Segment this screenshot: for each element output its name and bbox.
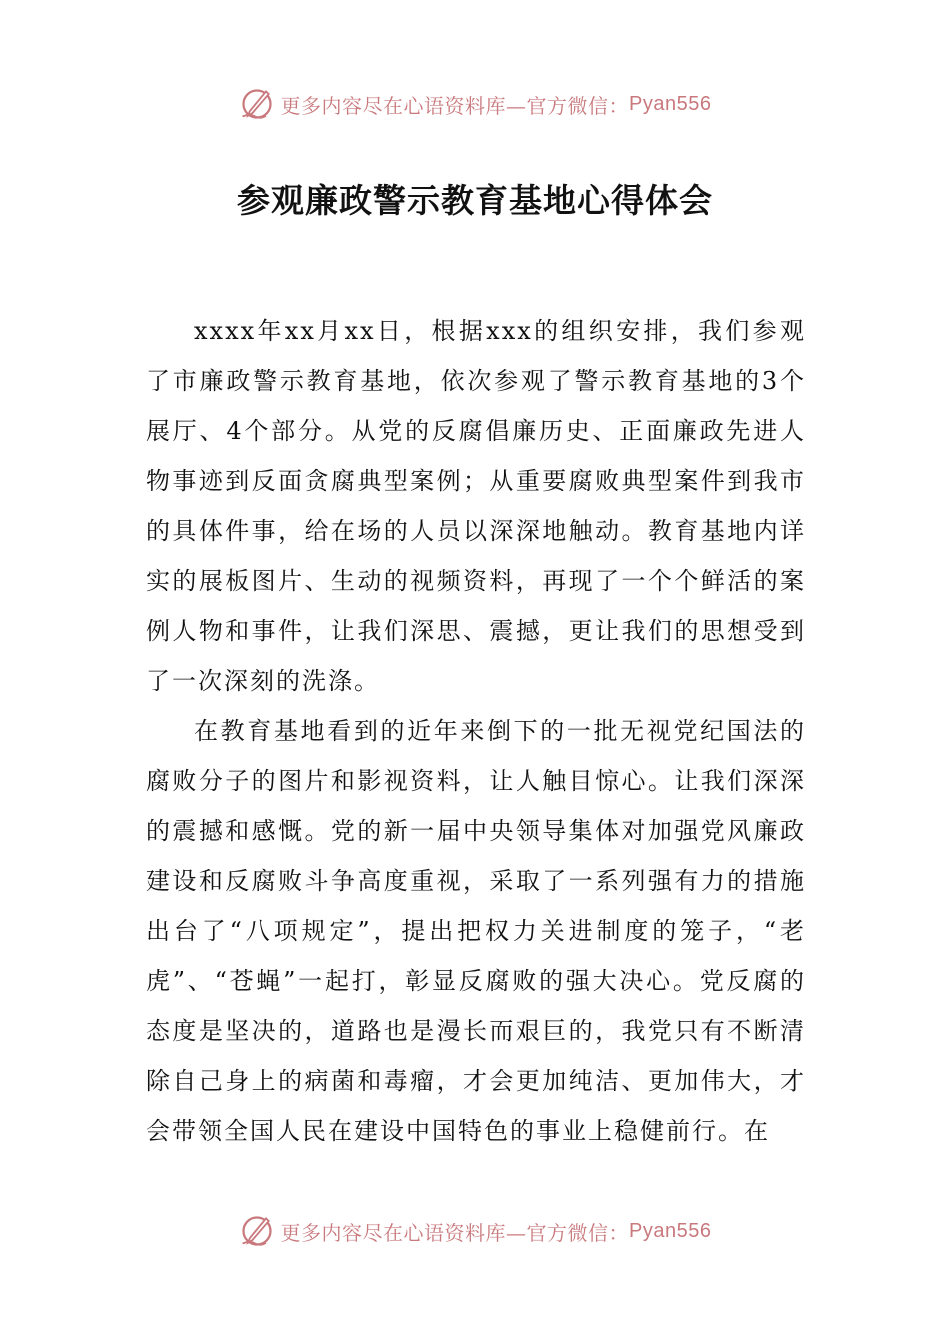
paragraph-1: xxxx年xx月xx日，根据xxx的组织安排，我们参观了市廉政警示教育基地，依次参观了警示教育基地的3个展厅、4个部分。从党的反腐倡廉历史、正面廉政先进人物事迹到反面贪腐典型案例；从重要腐败典型案件到我市的具体件事，给在场的人员以深深地触动。教育基地内详实的展板图片、生动的视频资料，再现了一个个鲜活的案例人物和事件，让我们深思、震撼，更让我们的思想受到了一次深刻的洗涤。 — [146, 317, 806, 695]
footer-watermark-banner — [0, 1211, 950, 1251]
banner-wechat-id: Pyan556 — [629, 92, 712, 115]
document-title: 参观廉政警示教育基地心得体会 — [237, 181, 713, 220]
banner-text: 更多内容尽在心语资料库—官方微信： — [280, 1220, 630, 1245]
banner-wechat-id: Pyan556 — [629, 1219, 712, 1242]
banner-text: 更多内容尽在心语资料库—官方微信： — [280, 93, 630, 118]
paragraph-2: 在教育基地看到的近年来倒下的一批无视党纪国法的腐败分子的图片和影视资料，让人触目惊心。让我们深深的震撼和感慨。党的新一届中央领导集体对加强党风廉政建设和反腐败斗争高度重视，采取了一系列强有力的措施出台了“八项规定”，提出把权力关进制度的笼子，“老虎”、“苍蝇”一起打，彰显反腐败的强大决心。党反腐的态度是坚决的，道路也是漫长而艰巨的，我党只有不断清除自己身上的病菌和毒瘤，才会更加纯洁、更加伟大，才会带领全国人民在建设中国特色的事业上稳健前行。在 — [146, 717, 806, 1145]
quill-pen-logo-icon — [239, 86, 275, 122]
document-body — [146, 306, 806, 1156]
header-watermark-banner — [0, 84, 950, 124]
quill-pen-logo-icon — [239, 1213, 275, 1249]
